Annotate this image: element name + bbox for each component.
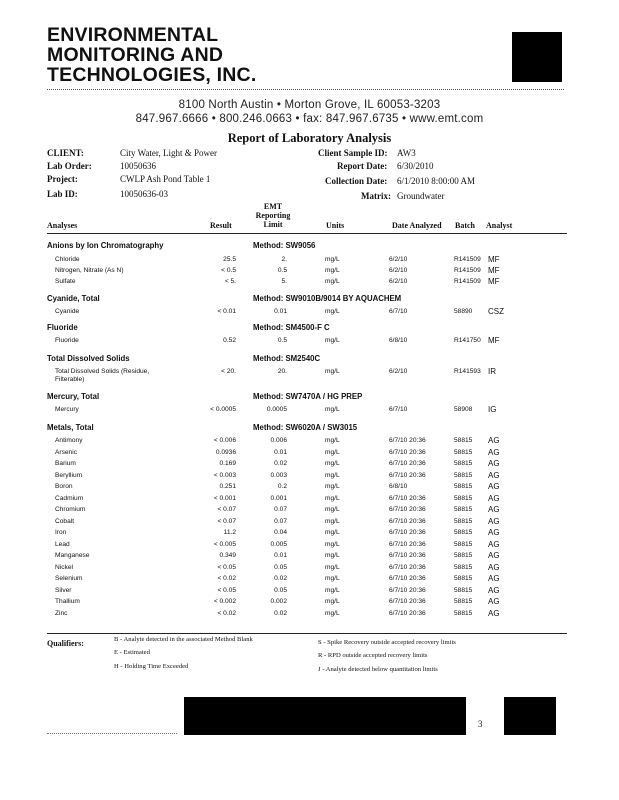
row-date: 6/2/10 (389, 267, 408, 274)
section-method: Method: SM4500-F C (253, 323, 330, 332)
qualifier-j: J - Analyte detected below quantitation limits (318, 666, 438, 673)
row-batch: 58815 (454, 529, 473, 536)
row-units: mg/L (325, 448, 340, 456)
row-units: mg/L (325, 540, 340, 548)
row-result: < 0.05 (217, 586, 236, 594)
row-analyte: Total Dissolved Solids (Residue, Filterable) (55, 368, 150, 383)
row-date: 6/7/10 20:36 (389, 448, 426, 456)
lab-order-value: 10050636 (120, 161, 156, 171)
row-units: mg/L (325, 598, 340, 605)
row-rl: 0.0005 (266, 406, 287, 413)
row-result: < 0.5 (221, 267, 236, 274)
row-batch: 58815 (454, 563, 473, 571)
qualifier-h: H - Holding Time Exceeded (114, 663, 189, 670)
row-date: 6/7/10 20:36 (389, 609, 426, 617)
row-batch: 58815 (454, 552, 473, 559)
row-batch: R141509 (454, 256, 481, 263)
row-date: 6/7/10 (389, 308, 408, 315)
qualifier-b: B - Analyte detected in the associated Method Blank (114, 636, 253, 643)
project-label: Project: (47, 174, 78, 184)
row-rl: 0.01 (274, 448, 287, 456)
row-units: mg/L (325, 483, 340, 490)
row-analyst: MF (488, 336, 500, 345)
redaction-box-top (512, 32, 562, 82)
col-header-batch: Batch (455, 221, 475, 230)
header-divider (47, 89, 564, 90)
project-value: CWLP Ash Pond Table 1 (120, 174, 211, 184)
row-units: mg/L (325, 368, 340, 375)
row-units: mg/L (325, 552, 340, 559)
row-date: 6/7/10 20:36 (389, 517, 426, 525)
row-date: 6/8/10 (389, 337, 408, 344)
row-analyst: AG (488, 470, 500, 480)
row-analyte: Lead (55, 540, 70, 548)
row-analyte: Selenium (55, 575, 83, 582)
row-units: mg/L (325, 406, 340, 413)
row-units: mg/L (325, 460, 340, 467)
row-analyst: AG (488, 551, 500, 560)
row-date: 6/7/10 (389, 406, 408, 413)
row-analyst: AG (488, 585, 500, 595)
col-header-date-analyzed: Date Analyzed (392, 221, 442, 230)
row-analyst: AG (488, 516, 500, 526)
row-batch: 58815 (454, 494, 473, 502)
row-result: 25.5 (223, 256, 236, 263)
row-analyst: AG (488, 505, 500, 514)
row-analyte: Chromium (55, 506, 86, 513)
sample-id-value: AW3 (397, 148, 416, 158)
row-rl: 0.02 (274, 609, 287, 617)
row-result: < 0.02 (217, 609, 236, 617)
qualifiers-rule (47, 633, 567, 634)
row-batch: 58815 (454, 517, 473, 525)
row-units: mg/L (325, 575, 340, 582)
redaction-box-footer-right (504, 697, 556, 735)
row-units: mg/L (325, 494, 340, 502)
row-analyte: Thallium (55, 598, 80, 605)
row-rl: 0.5 (277, 267, 287, 274)
row-date: 6/2/10 (389, 256, 408, 263)
row-result: < 20. (221, 368, 236, 375)
section-method: Method: SW9056 (253, 241, 316, 250)
row-analyst: AG (488, 493, 500, 503)
row-rl: 0.005 (270, 540, 287, 548)
row-batch: 58815 (454, 609, 473, 617)
row-result: 11.2 (223, 529, 236, 536)
matrix-label: Matrix: (361, 191, 391, 201)
report-date-label: Report Date: (337, 161, 388, 171)
section-method: Method: SW6020A / SW3015 (253, 423, 358, 432)
row-analyte: Antimony (55, 437, 83, 444)
row-date: 6/7/10 20:36 (389, 460, 426, 467)
row-batch: 58815 (454, 483, 473, 490)
row-result: < 0.003 (213, 471, 236, 479)
lab-id-value: 10050636-03 (120, 189, 168, 199)
row-analyte: Cyanide (55, 308, 80, 315)
row-analyst: CSZ (488, 307, 504, 316)
row-rl: 0.01 (274, 552, 287, 559)
row-analyst: AG (488, 528, 500, 537)
row-units: mg/L (325, 517, 340, 525)
row-analyte: Cobalt (55, 517, 75, 525)
row-units: mg/L (325, 529, 340, 536)
row-units: mg/L (325, 506, 340, 513)
company-name (47, 25, 256, 85)
row-analyst: AG (488, 562, 500, 572)
row-analyst: AG (488, 539, 500, 549)
lab-id-label: Lab ID: (47, 189, 78, 199)
col-header-analyst: Analyst (486, 221, 513, 230)
row-batch: 58815 (454, 575, 473, 582)
row-rl: 0.05 (274, 563, 287, 571)
row-units: mg/L (325, 308, 340, 315)
row-batch: R141509 (454, 267, 481, 274)
client-value: City Water, Light & Power (120, 148, 217, 158)
row-date: 6/7/10 20:36 (389, 575, 426, 582)
collection-date-label: Collection Date: (325, 176, 388, 186)
row-analyte: Barium (55, 460, 76, 467)
row-result: 0.349 (219, 552, 236, 559)
row-result: < 0.001 (213, 494, 236, 502)
col-header-emt-rl: EMT Reporting Limit (255, 202, 291, 229)
row-rl: 5. (281, 278, 287, 285)
row-analyte: Nickel (55, 563, 73, 571)
row-date: 6/7/10 20:36 (389, 471, 426, 479)
row-units: mg/L (325, 267, 340, 274)
row-rl: 2. (281, 256, 287, 263)
row-rl: 0.5 (277, 337, 287, 344)
row-analyst: IR (488, 367, 496, 376)
row-date: 6/7/10 20:36 (389, 529, 426, 536)
row-result: < 0.0005 (210, 406, 236, 413)
row-result: < 0.05 (217, 563, 236, 571)
row-result: < 0.07 (217, 517, 236, 525)
row-date: 6/7/10 20:36 (389, 494, 426, 502)
row-date: 6/7/10 20:36 (389, 552, 426, 559)
row-result: < 0.006 (213, 437, 236, 444)
footer-rule (47, 733, 177, 734)
row-date: 6/7/10 20:36 (389, 506, 426, 513)
section-method: Method: SM2540C (253, 354, 321, 363)
report-title: Report of Laboratory Analysis (227, 131, 392, 145)
row-analyst: IG (488, 405, 497, 414)
row-analyte: Beryllium (55, 471, 83, 479)
row-batch: 58815 (454, 471, 473, 479)
row-rl: 0.003 (270, 471, 287, 479)
redaction-box-footer-left (184, 697, 466, 735)
company-name-line-2: MONITORING AND (47, 44, 224, 66)
row-batch: 58815 (454, 586, 473, 594)
row-result: < 5. (224, 278, 236, 285)
row-result: < 0.005 (213, 540, 236, 548)
row-rl: 0.07 (274, 517, 287, 525)
row-units: mg/L (325, 256, 340, 263)
row-analyst: AG (488, 574, 500, 583)
row-analyte: Manganese (55, 552, 90, 559)
col-header-result: Result (210, 221, 232, 230)
section-heading: Total Dissolved Solids (47, 354, 130, 363)
row-rl: 0.2 (277, 483, 287, 490)
row-units: mg/L (325, 437, 340, 444)
row-date: 6/7/10 20:36 (389, 586, 426, 594)
qualifier-e: E - Estimated (114, 649, 150, 656)
row-analyst: AG (488, 447, 500, 457)
row-batch: 58815 (454, 540, 473, 548)
row-analyst: AG (488, 608, 500, 618)
section-heading: Anions by Ion Chromatography (47, 241, 164, 250)
row-rl: 0.01 (274, 308, 287, 315)
row-analyst: MF (488, 277, 500, 286)
row-batch: 58815 (454, 437, 473, 444)
row-rl: 20. (277, 368, 287, 375)
section-method: Method: SW9010B/9014 BY AQUACHEM (253, 294, 402, 303)
row-units: mg/L (325, 609, 340, 617)
row-rl: 0.02 (274, 575, 287, 582)
row-batch: 58815 (454, 506, 473, 513)
row-analyte: Silver (55, 586, 72, 594)
row-date: 6/2/10 (389, 368, 408, 375)
company-name-line-1: ENVIRONMENTAL (47, 24, 219, 46)
section-heading: Metals, Total (47, 423, 94, 432)
row-analyte: Zinc (55, 609, 68, 617)
row-result: < 0.01 (217, 308, 236, 315)
row-batch: 58815 (454, 460, 473, 467)
section-heading: Mercury, Total (47, 392, 100, 401)
row-analyte: Chloride (55, 256, 80, 263)
page-number: 3 (478, 719, 483, 729)
row-batch: 58815 (454, 598, 473, 605)
row-result: 0.251 (219, 483, 236, 490)
row-result: < 0.02 (217, 575, 236, 582)
row-result: < 0.002 (213, 598, 236, 605)
section-method: Method: SW7470A / HG PREP (253, 392, 363, 401)
row-analyte: Fluoride (55, 337, 79, 344)
company-contact: 847.967.6666 • 800.246.0663 • fax: 847.967.6735 • www.emt.com (135, 113, 484, 125)
row-analyte: Boron (55, 483, 73, 490)
row-batch: R141593 (454, 368, 481, 375)
column-header-rule (47, 233, 567, 234)
row-units: mg/L (325, 278, 340, 285)
row-rl: 0.04 (274, 529, 287, 536)
sample-id-label: Client Sample ID: (318, 148, 388, 158)
row-date: 6/7/10 20:36 (389, 563, 426, 571)
row-rl: 0.02 (274, 460, 287, 467)
report-date-value: 6/30/2010 (397, 161, 434, 171)
row-analyte: Sulfate (55, 278, 76, 285)
row-units: mg/L (325, 471, 340, 479)
row-units: mg/L (325, 586, 340, 594)
row-rl: 0.006 (270, 437, 287, 444)
row-batch: 58815 (454, 448, 473, 456)
row-units: mg/L (325, 337, 340, 344)
qualifier-s: S - Spike Recovery outside accepted recovery limits (318, 639, 456, 646)
row-date: 6/8/10 (389, 483, 408, 490)
row-analyst: MF (488, 266, 500, 275)
row-rl: 0.001 (270, 494, 287, 502)
collection-date-value: 6/1/2010 8:00:00 AM (397, 176, 476, 186)
qualifier-r: R - RPD outside accepted recovery limits (318, 652, 428, 659)
row-analyst: AG (488, 482, 500, 491)
row-analyte: Iron (55, 529, 67, 536)
row-rl: 0.05 (274, 586, 287, 594)
row-batch: 58908 (454, 406, 473, 413)
row-analyst: AG (488, 459, 500, 468)
row-result: 0.0936 (215, 448, 236, 456)
row-analyte: Nitrogen, Nitrate (As N) (55, 267, 124, 274)
row-result: < 0.07 (217, 506, 236, 513)
client-label: CLIENT: (47, 148, 84, 158)
row-batch: 58890 (454, 308, 473, 315)
row-batch: R141750 (454, 337, 481, 344)
row-analyst: AG (488, 436, 500, 445)
lab-order-label: Lab Order: (47, 161, 92, 171)
row-analyst: AG (488, 597, 500, 606)
row-rl: 0.07 (274, 506, 287, 513)
row-result: 0.52 (223, 337, 236, 344)
row-analyst: MF (488, 255, 500, 264)
section-heading: Cyanide, Total (47, 294, 100, 303)
qualifiers-label: Qualifiers: (47, 639, 84, 648)
matrix-value: Groundwater (397, 191, 445, 201)
row-date: 6/2/10 (389, 278, 408, 285)
col-header-units: Units (326, 221, 345, 230)
row-batch: R141509 (454, 278, 481, 285)
row-date: 6/7/10 20:36 (389, 540, 426, 548)
row-rl: 0.002 (270, 598, 287, 605)
row-units: mg/L (325, 563, 340, 571)
row-analyte: Cadmium (55, 494, 84, 502)
row-analyte: Mercury (55, 406, 79, 413)
row-analyte: Arsenic (55, 448, 77, 456)
section-heading: Fluoride (47, 323, 78, 332)
row-date: 6/7/10 20:36 (389, 437, 426, 444)
col-header-analyses: Analyses (47, 221, 78, 230)
row-date: 6/7/10 20:36 (389, 598, 426, 605)
company-name-line-3: TECHNOLOGIES, INC. (47, 64, 257, 86)
company-address: 8100 North Austin • Morton Grove, IL 60053-3203 (178, 99, 441, 111)
row-result: 0.169 (219, 460, 236, 467)
